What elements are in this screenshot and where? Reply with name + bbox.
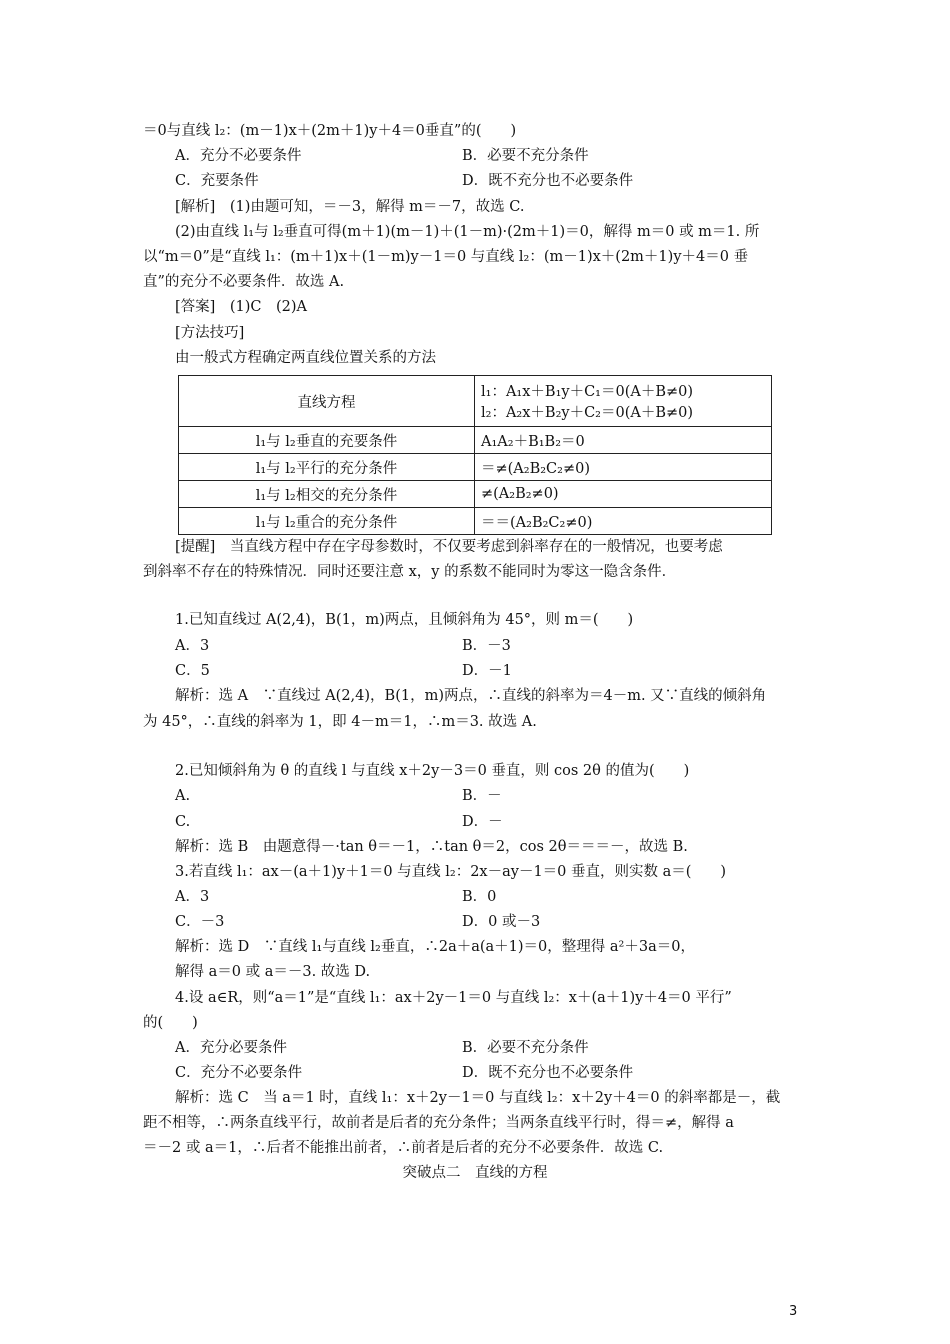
option-a: A．3 [175,889,210,905]
solution-line: 距不相等，∴两条直线平行，故前者是后者的充分条件；当两条直线平行时，得＝≠，解得 a [143,1115,734,1131]
reminder-line: 到斜率不存在的特殊情况．同时还要注意 x，y 的系数不能同时为零这一隐含条件． [143,564,677,580]
table-header-row [179,376,772,427]
table-cell-formula: ＝≠(A₂B₂C₂≠0) [475,454,772,481]
option-d: D．既不充分也不必要条件 [462,173,634,189]
option-c: C．5 [175,663,210,679]
table-cell-condition: l₁与 l₂重合的充分条件 [179,508,475,535]
option-b: B．0 [462,889,497,905]
equation-l2: l₂：A₂x＋B₂y＋C₂＝0(A＋B≠0) [481,405,694,421]
solution-line: 解析：选 A ∵直线过 A(2,4)，B(1，m)两点，∴直线的斜率为＝4－m. 又∵直线的倾斜角 [175,688,767,704]
question-4: 4.设 a∈R，则“a＝1”是“直线 l₁：ax＋2y－1＝0 与直线 l₂：x＋(a＋1)y＋4＝0 平行” [175,990,732,1006]
table-cell-formula: ＝＝(A₂B₂C₂≠0) [475,508,772,535]
option-b: B．－3 [462,638,511,654]
option-c: C. [175,814,191,830]
option-b: B．必要不充分条件 [462,1040,589,1056]
solution-line: 解析：选 B 由题意得－·tan θ＝－1，∴tan θ＝2，cos 2θ＝＝＝－，故选 B. [175,839,688,855]
analysis-line: [解析] (1)由题可知，＝－3，解得 m＝－7，故选 C. [175,199,525,215]
option-d: D．既不充分也不必要条件 [462,1065,634,1081]
table-row [179,481,772,508]
reminder-line: [提醒] 当直线方程中存在字母参数时，不仅要考虑到斜率存在的一般情况，也要考虑 [175,539,723,555]
table-header-right [475,376,772,427]
equation-l1: l₁：A₁x＋B₁y＋C₁＝0(A＋B≠0) [481,384,694,400]
option-d: D．－1 [462,663,512,679]
table-cell-formula: ≠(A₂B₂≠0) [475,481,772,508]
option-d: D．－ [462,814,503,830]
option-a: A．充分不必要条件 [175,148,302,164]
question-4-cont: 的( ) [143,1015,198,1031]
solution-line: 为 45°，∴直线的斜率为 1，即 4－m＝1，∴m＝3. 故选 A. [143,714,537,730]
option-a: A．3 [175,638,210,654]
solution-line: 解得 a＝0 或 a＝－3. 故选 D. [175,964,371,980]
option-a: A. [175,788,191,804]
section-heading: 突破点二 直线的方程 [402,1165,548,1181]
option-d: D．0 或－3 [462,914,541,930]
option-c: C．充要条件 [175,173,259,189]
table-cell-condition: l₁与 l₂垂直的充要条件 [179,427,475,454]
page-number: 3 [789,1304,798,1319]
answer-line: [答案] (1)C (2)A [175,299,307,315]
option-a: A．充分必要条件 [175,1040,287,1056]
table-cell-formula: A₁A₂＋B₁B₂＝0 [475,427,772,454]
solution-line: 解析：选 D ∵直线 l₁与直线 l₂垂直，∴2a＋a(a＋1)＝0，整理得 a²＋3a＝0， [175,939,695,955]
table-cell-condition: l₁与 l₂平行的充分条件 [179,454,475,481]
option-c: C．－3 [175,914,225,930]
analysis-line: (2)由直线 l₁与 l₂垂直可得(m＋1)(m－1)＋(1－m)·(2m＋1)＝0，解得 m＝0 或 m＝1. 所 [175,224,760,240]
table-caption: 由一般式方程确定两直线位置关系的方法 [175,350,436,366]
analysis-line: 以“m＝0”是“直线 l₁：(m＋1)x＋(1－m)y－1＝0 与直线 l₂：(m－1)x＋(2m＋1)y＋4＝0 垂 [143,249,749,265]
table-header-left: 直线方程 [179,376,475,427]
table-row [179,427,772,454]
table-cell-condition: l₁与 l₂相交的充分条件 [179,481,475,508]
table-row [179,454,772,481]
question-2: 2.已知倾斜角为 θ 的直线 l 与直线 x＋2y－3＝0 垂直，则 cos 2θ 的值为( ) [175,763,690,779]
option-c: C．充分不必要条件 [175,1065,303,1081]
analysis-line: 直”的充分不必要条件．故选 A. [143,274,345,290]
text-line: ＝0与直线 l₂：(m－1)x＋(2m＋1)y＋4＝0垂直”的( ) [143,123,517,139]
question-3: 3.若直线 l₁：ax－(a＋1)y＋1＝0 与直线 l₂：2x－ay－1＝0 垂直，则实数 a＝( ) [175,864,727,880]
table-row [179,508,772,535]
solution-line: 解析：选 C 当 a＝1 时，直线 l₁：x＋2y－1＝0 与直线 l₂：x＋2y＋4＝0 的斜率都是－，截 [175,1090,781,1106]
option-b: B．必要不充分条件 [462,148,589,164]
line-relation-table [178,375,772,535]
solution-line: ＝－2 或 a＝1，∴后者不能推出前者，∴前者是后者的充分不必要条件．故选 C. [143,1140,664,1156]
option-b: B．－ [462,788,502,804]
question-1: 1.已知直线过 A(2,4)，B(1，m)两点，且倾斜角为 45°，则 m＝( ) [175,612,634,628]
method-heading: [方法技巧] [175,325,245,341]
